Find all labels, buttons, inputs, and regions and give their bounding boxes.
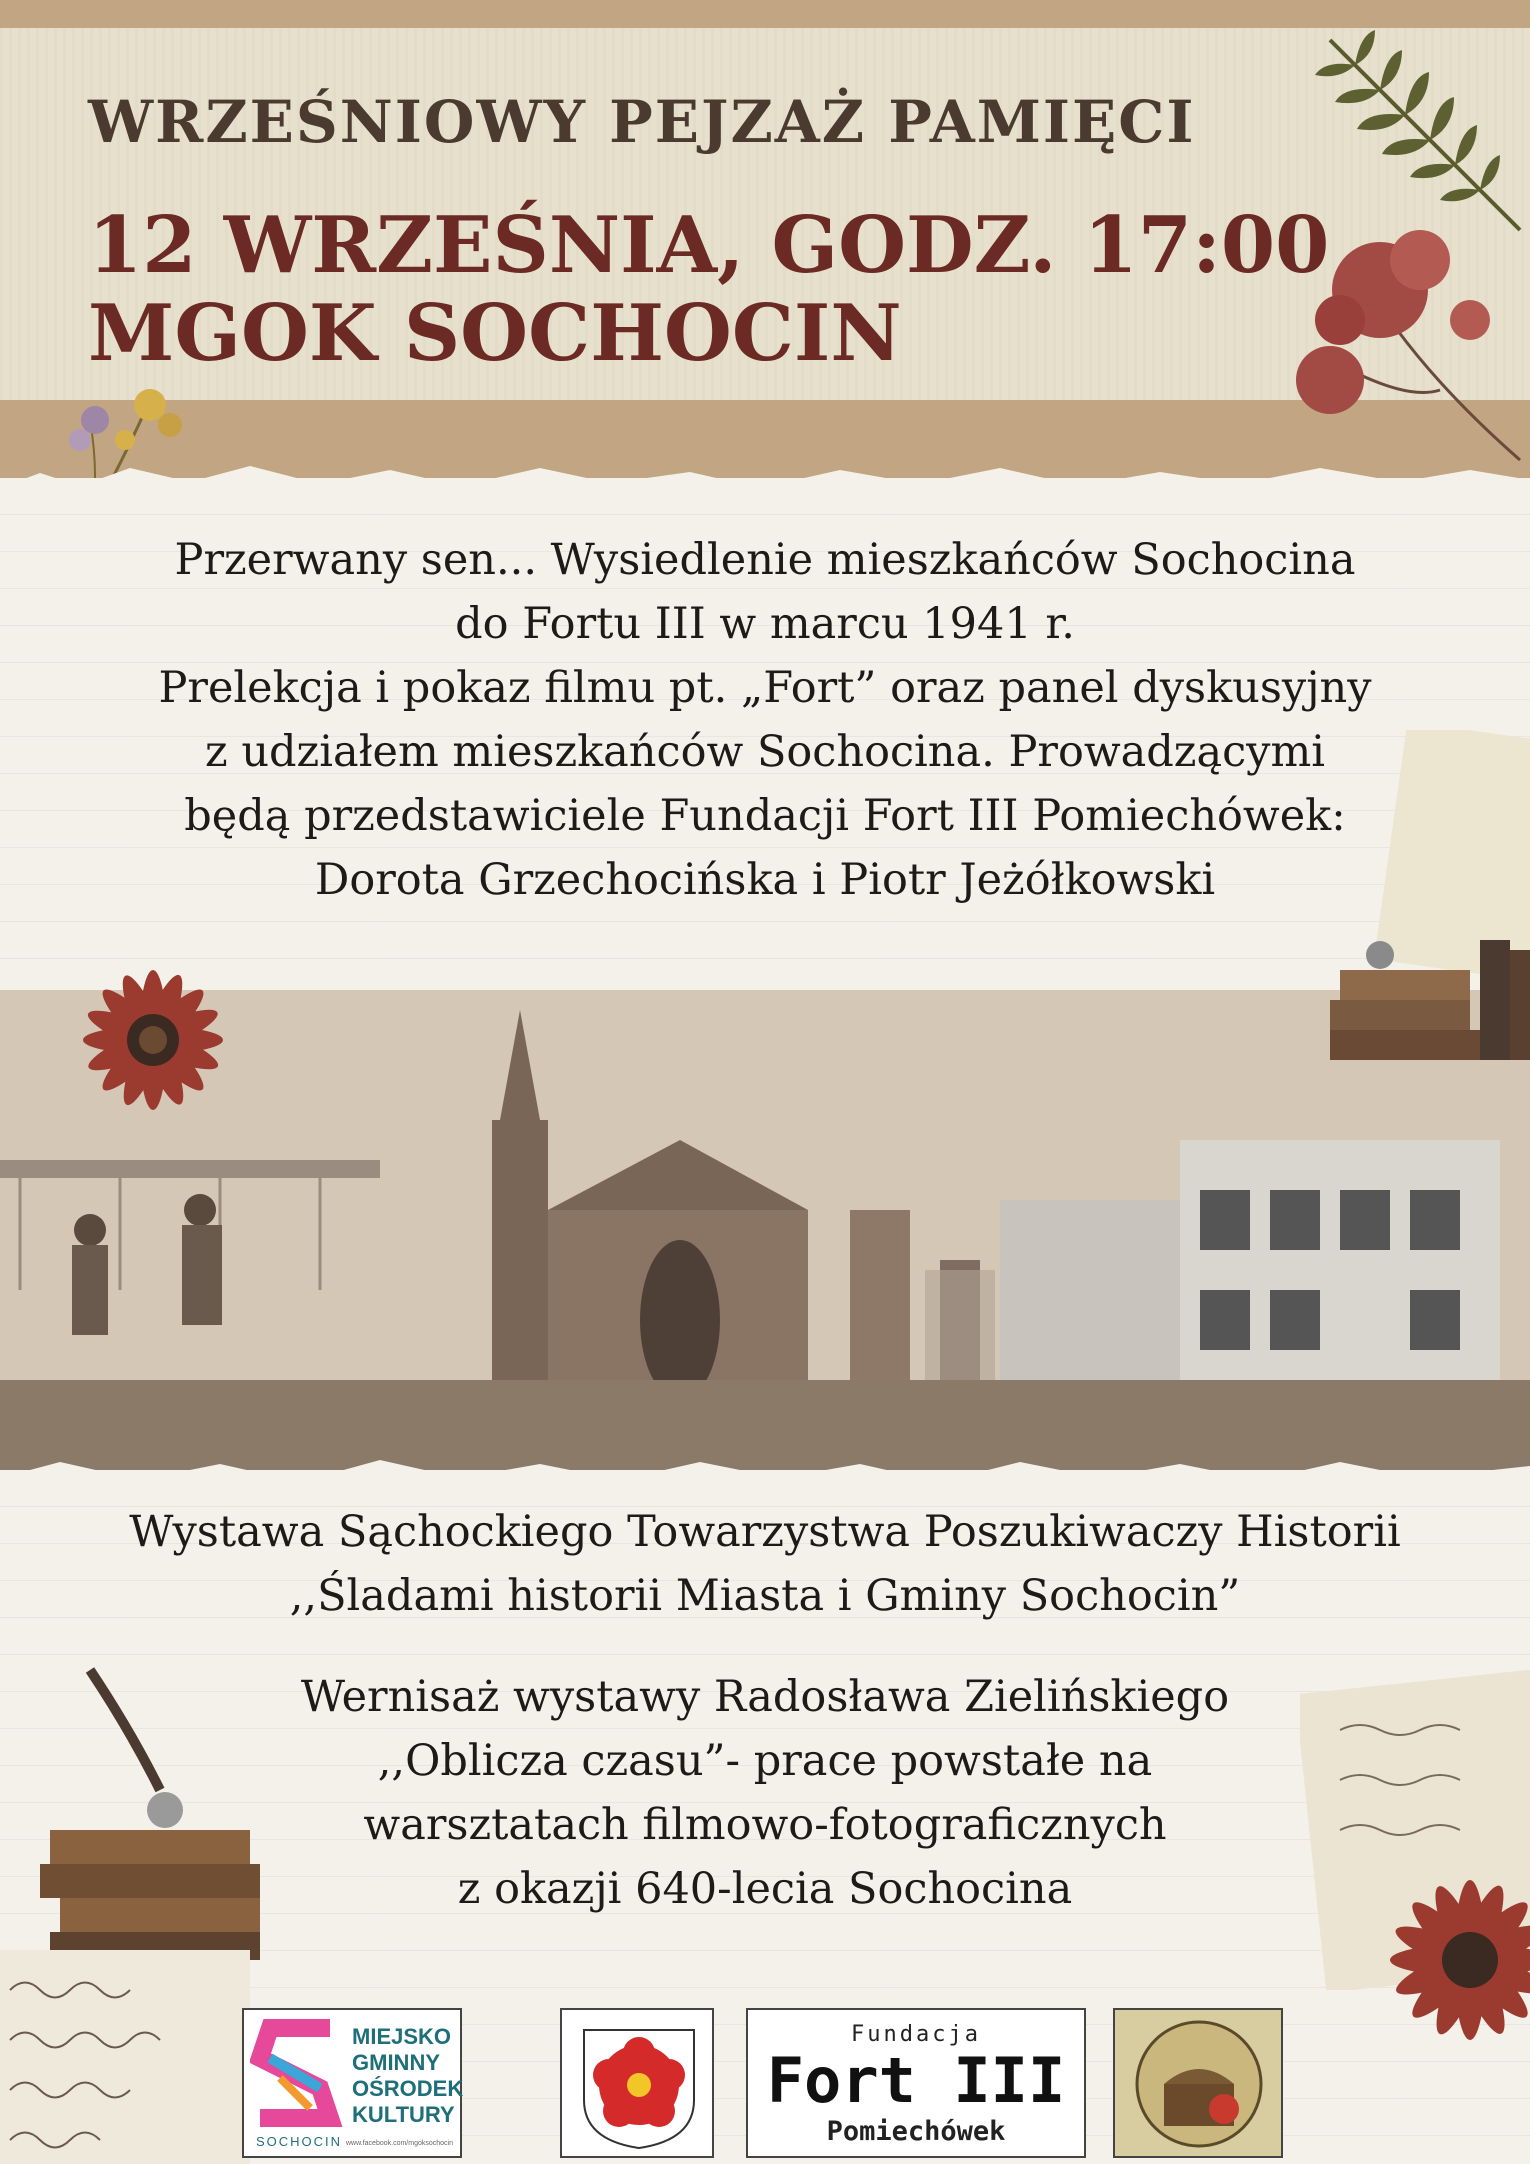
fort-logo-top: Fundacja — [851, 2022, 981, 2047]
text-line: ,,Śladami historii Miasta i Gminy Sochocin” — [289, 1571, 1241, 1621]
fort-logo-main: Fort III — [766, 2044, 1066, 2117]
fort-logo-bottom: Pomiechówek — [826, 2116, 1006, 2147]
event-venue: MGOK SOCHOCIN — [88, 288, 902, 379]
old-books-icon — [1330, 920, 1530, 1070]
red-flower-icon — [68, 955, 238, 1125]
mgok-line: MIEJSKO — [352, 2024, 452, 2049]
text-line: będą przedstawiciele Fundacji Fort III Pomiechówek: — [184, 791, 1346, 841]
fort-iii-foundation-logo — [746, 2008, 1086, 2158]
mgok-line: GMINNY — [352, 2050, 440, 2075]
history-society-logo — [1113, 2008, 1283, 2158]
event-series-title: WRZEŚNIOWY PEJZAŻ PAMIĘCI — [88, 88, 1196, 156]
mgok-url: www.facebook.com/mgoksochocin — [346, 2140, 453, 2147]
text-line: Dorota Grzechocińska i Piotr Jeżółkowski — [314, 855, 1216, 905]
mgok-s-shape-icon — [250, 2018, 350, 2128]
text-line: z okazji 640-lecia Sochocina — [457, 1864, 1073, 1914]
text-line: Przerwany sen... Wysiedlenie mieszkańców Sochocina — [174, 535, 1356, 585]
mgok-line: KULTURY — [352, 2102, 455, 2127]
event-date-time: 12 WRZEŚNIA, GODZ. 17:00 — [88, 200, 1330, 291]
rose-shield-icon — [574, 2020, 704, 2150]
mgok-city: SOCHOCIN — [256, 2134, 343, 2149]
text-line: Wystawa Sąchockiego Towarzystwa Poszukiwaczy Historii — [129, 1507, 1401, 1557]
red-flower-icon — [1360, 1840, 1530, 2080]
quill-and-books-icon — [30, 1650, 290, 1960]
sochocin-coat-of-arms — [560, 2008, 714, 2158]
text-line: warsztatach filmowo-fotograficznych — [363, 1800, 1167, 1850]
text-line: do Fortu III w marcu 1941 r. — [455, 599, 1075, 649]
handwriting-paper-icon — [0, 1950, 250, 2164]
text-line: ,,Oblicza czasu”- prace powstałe na — [377, 1736, 1153, 1786]
treasure-chest-emblem-icon — [1119, 2014, 1279, 2154]
exhibition-description — [0, 1500, 1530, 1628]
mgok-logo — [242, 2008, 462, 2158]
mgok-line: OŚRODEK — [352, 2076, 464, 2101]
text-line: z udziałem mieszkańców Sochocina. Prowadzącymi — [205, 727, 1325, 777]
event-description-1 — [0, 528, 1530, 912]
text-line: Wernisaż wystawy Radosława Zielińskiego — [300, 1672, 1230, 1722]
text-line: Prelekcja i pokaz filmu pt. „Fort” oraz panel dyskusyjny — [158, 663, 1372, 713]
